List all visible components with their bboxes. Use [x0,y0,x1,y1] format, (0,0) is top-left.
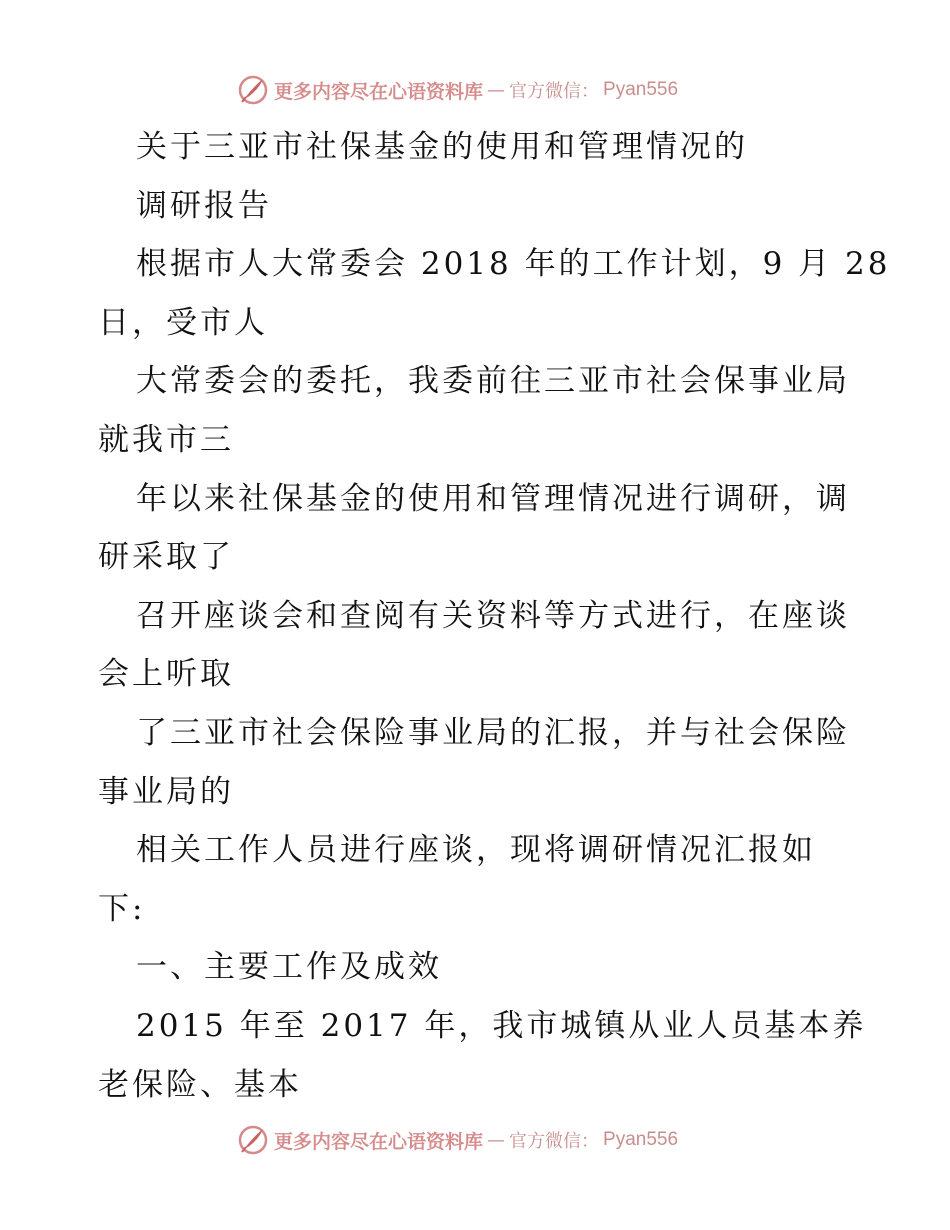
paragraph-line: 研采取了 [98,539,234,576]
paragraph-line: 就我市三 [98,421,234,458]
watermark-site-text: 更多内容尽在心语资料库 [274,1130,484,1153]
watermark-dash: — [487,1129,506,1151]
paragraph-line: 事业局的 [98,773,234,810]
paragraph-line: 根据市人大常委会 2018 年的工作计划，9 月 28 [136,246,891,283]
paragraph-line: 年以来社保基金的使用和管理情况进行调研，调 [136,480,850,517]
watermark-wechat-label: 官方微信： [509,81,600,102]
document-body [98,118,891,1114]
paragraph-line: 大常委会的委托，我委前往三亚市社会保事业局 [136,363,850,400]
paragraph-line: 下: [98,890,146,927]
section-heading: 一、主要工作及成效 [136,949,442,986]
watermark-wechat-label: 官方微信： [509,1131,600,1152]
paragraph-line: 召开座谈会和查阅有关资料等方式进行，在座谈 [136,597,850,634]
watermark-wechat-id: Pyan556 [603,79,679,100]
paragraph-line: 老保险、基本 [98,1066,302,1103]
watermark-wechat-id: Pyan556 [603,1129,679,1150]
document-title-line-2: 调研报告 [136,187,272,224]
watermark-banner-top [236,72,678,108]
paragraph-line: 会上听取 [98,656,234,693]
watermark-banner-bottom [236,1122,678,1158]
quill-logo-icon [236,1123,270,1157]
paragraph-line: 2015 年至 2017 年，我市城镇从业人员基本养 [136,1007,867,1044]
watermark-dash: — [487,79,506,101]
paragraph-line: 日，受市人 [98,304,268,341]
watermark-site-text: 更多内容尽在心语资料库 [274,80,484,103]
quill-logo-icon [236,73,270,107]
document-title-line-1: 关于三亚市社保基金的使用和管理情况的 [136,129,748,165]
paragraph-line: 相关工作人员进行座谈，现将调研情况汇报如 [136,832,816,869]
paragraph-line: 了三亚市社会保险事业局的汇报，并与社会保险 [136,714,850,751]
